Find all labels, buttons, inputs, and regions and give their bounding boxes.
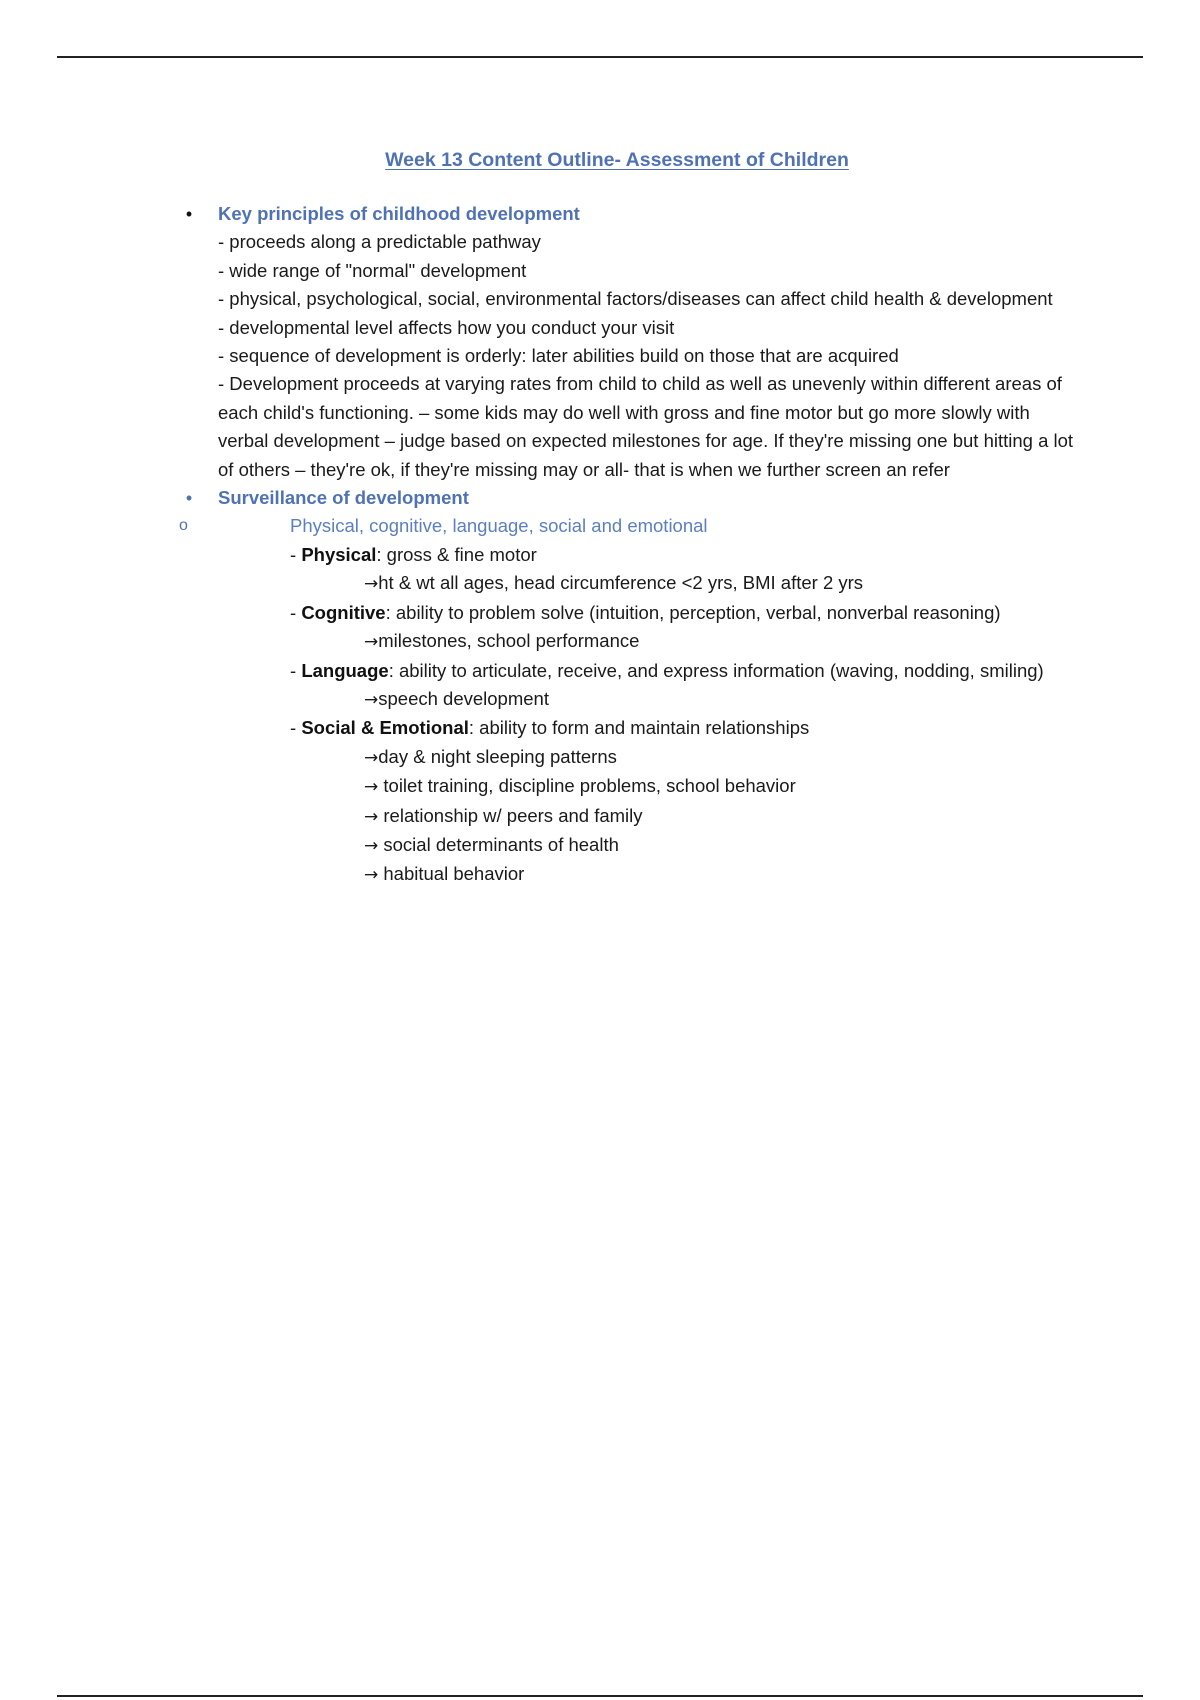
domain-note xyxy=(218,772,1084,801)
section-key-principles xyxy=(185,200,1084,228)
domain-note xyxy=(218,860,1084,889)
domain-social-emotional xyxy=(218,714,1084,742)
note-text: relationship w/ peers and family xyxy=(378,804,643,826)
domain-note xyxy=(218,743,1084,772)
domain-desc: : gross & fine motor xyxy=(376,543,537,565)
domain-language xyxy=(218,657,1084,685)
domain-term: Physical xyxy=(301,543,377,565)
domain-term: Language xyxy=(301,659,389,681)
bullet-icon: • xyxy=(185,488,193,509)
note-text: toilet training, discipline problems, school behavior xyxy=(378,775,796,797)
domain-desc: : ability to problem solve (intuition, perception, verbal, nonverbal reasoning) xyxy=(385,601,1001,623)
section-surveillance xyxy=(185,484,1084,512)
domain-note xyxy=(218,569,1084,598)
circle-bullet-icon: o xyxy=(179,517,188,535)
domain-cognitive xyxy=(218,599,1084,627)
arrow-icon: → xyxy=(364,806,379,827)
dash: - xyxy=(290,601,302,623)
domain-note xyxy=(218,802,1084,831)
arrow-icon: → xyxy=(364,689,379,710)
note-text: habitual behavior xyxy=(378,863,525,885)
arrow-icon: → xyxy=(364,574,379,595)
note-text: milestones, school performance xyxy=(378,630,640,652)
note-text: speech development xyxy=(378,687,549,709)
principle-line: - physical, psychological, social, environmental factors/diseases can affect child health & development xyxy=(218,288,1053,310)
domain-physical xyxy=(218,541,1084,569)
subsection-heading: Physical, cognitive, language, social and emotional xyxy=(290,515,708,537)
dash: - xyxy=(290,543,302,565)
dash: - xyxy=(290,659,302,681)
note-text: day & night sleeping patterns xyxy=(378,745,617,767)
principle-line: - proceeds along a predictable pathway xyxy=(218,231,541,253)
principle-line: - sequence of development is orderly: later abilities build on those that are acquired xyxy=(218,345,899,367)
subsection-domains xyxy=(179,512,1084,540)
header-rule xyxy=(57,56,1143,58)
domain-desc: : ability to articulate, receive, and express information (waving, nodding, smiling) xyxy=(388,659,1044,681)
dash: - xyxy=(290,717,302,739)
principle-line: - developmental level affects how you conduct your visit xyxy=(218,316,675,338)
principle-line: - Development proceeds at varying rates from child to child as well as unevenly within different areas of each child's functioning. – some kids may do well with gross and fine motor but go more slowly with verbal development – judge based on expected milestones for age. If they're missing one but hitting a lot of others – they're ok, if they're missing may or all- that is when we further screen an refer xyxy=(218,373,1074,480)
domain-note xyxy=(218,831,1084,860)
principle-line: - wide range of "normal" development xyxy=(218,259,527,281)
domain-note xyxy=(218,627,1084,656)
domain-term: Cognitive xyxy=(301,601,386,623)
document-body xyxy=(179,200,1084,890)
note-text: social determinants of health xyxy=(378,833,619,855)
section-heading: Key principles of childhood development xyxy=(218,203,580,224)
domain-term: Social & Emotional xyxy=(301,717,469,739)
note-text: ht & wt all ages, head circumference <2 yrs, BMI after 2 yrs xyxy=(378,572,864,594)
arrow-icon: → xyxy=(364,632,379,653)
arrow-icon: → xyxy=(364,777,379,798)
arrow-icon: → xyxy=(364,835,379,856)
domain-desc: : ability to form and maintain relationships xyxy=(468,717,810,739)
arrow-icon: → xyxy=(364,865,379,886)
document-title: Week 13 Content Outline- Assessment of Children xyxy=(385,149,849,171)
arrow-icon: → xyxy=(364,747,379,768)
footer-rule xyxy=(57,1695,1143,1697)
bullet-icon: • xyxy=(185,204,193,224)
section-heading: Surveillance of development xyxy=(218,487,469,509)
domain-note xyxy=(218,685,1084,714)
